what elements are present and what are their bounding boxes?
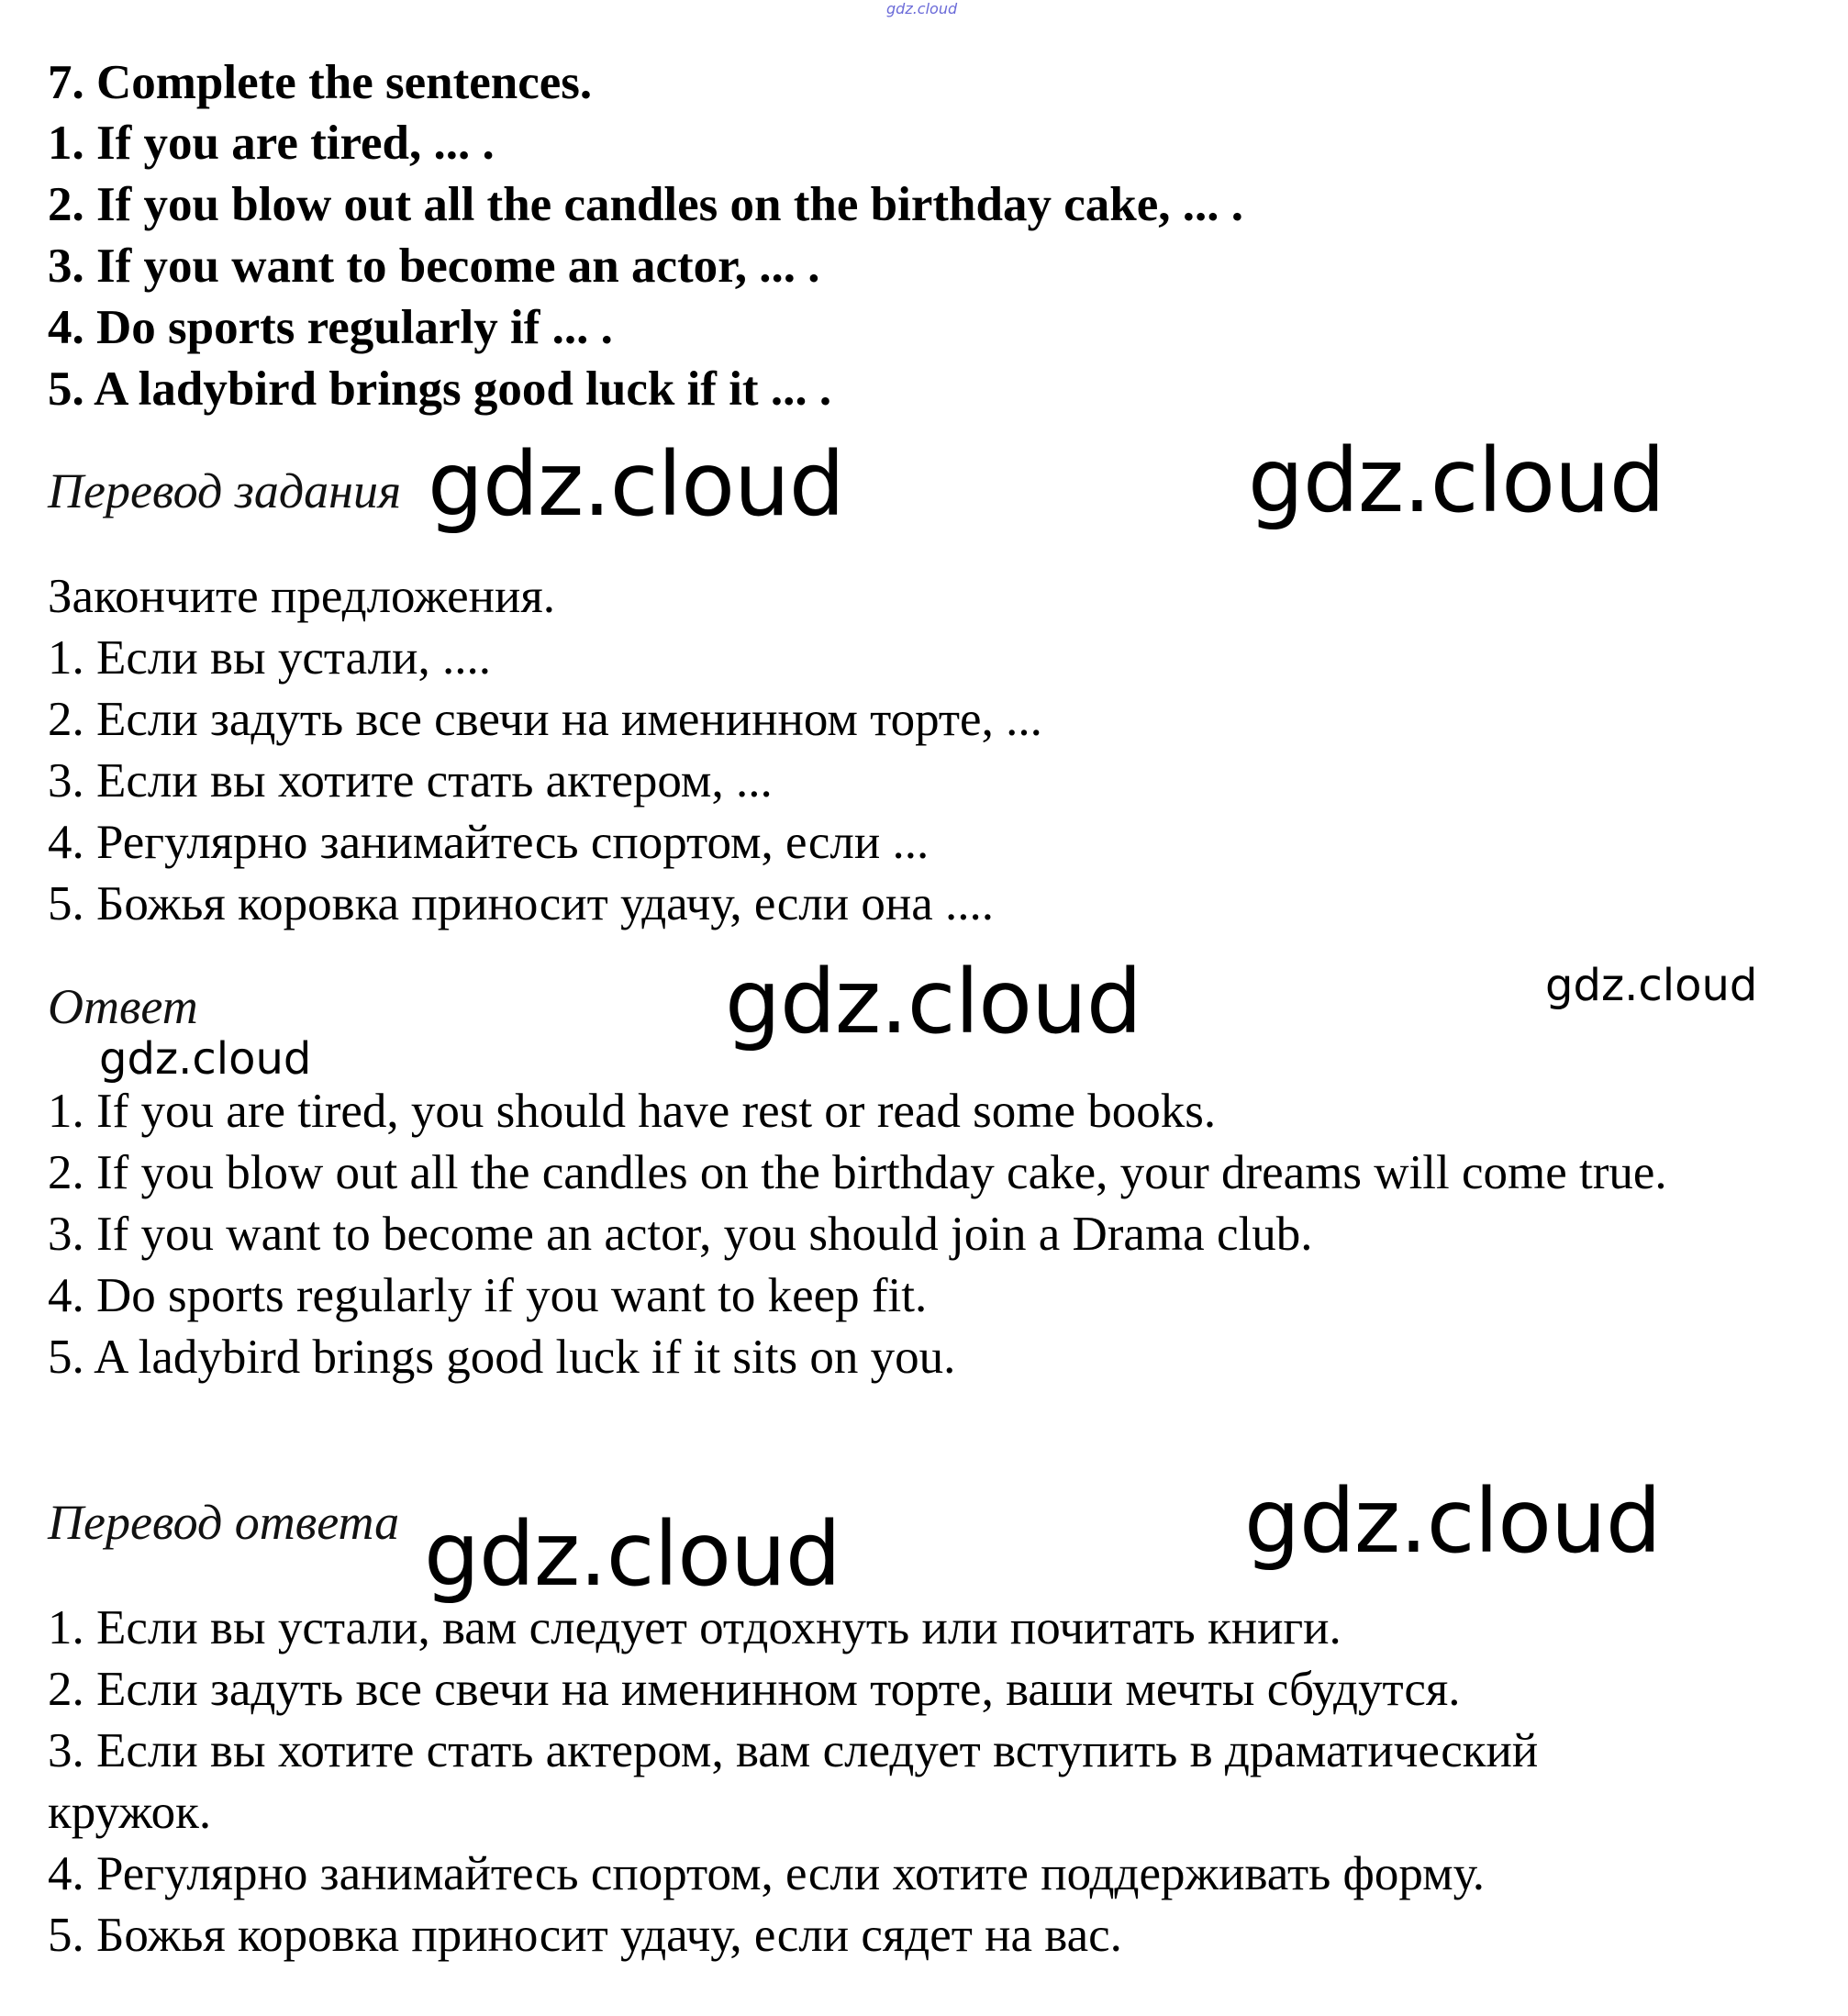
watermark-2: gdz.cloud [1248,429,1664,532]
watermark-top: gdz.cloud [886,0,958,17]
task-item-2: 2. If you blow out all the candles on the birthday cake, ... . [48,178,1244,231]
answer-translation-heading: Перевод ответа [48,1495,400,1550]
task-translation-heading: Перевод задания [48,463,402,518]
answer-heading: Ответ [48,979,198,1034]
watermark-1: gdz.cloud [428,433,844,536]
watermark-3: gdz.cloud [725,951,1141,1053]
answer-translation-item-3a: 3. Если вы хотите стать актером, вам следует вступить в драматический [48,1724,1539,1777]
answer-item-4: 4. Do sports regularly if you want to keep fit. [48,1269,928,1322]
task-item-4: 4. Do sports regularly if ... . [48,301,613,354]
answer-item-2: 2. If you blow out all the candles on the birthday cake, your dreams will come true. [48,1146,1667,1199]
answer-item-5: 5. A ladybird brings good luck if it sits on you. [48,1331,956,1384]
task-translation-item-1: 1. Если вы устали, .... [48,631,491,685]
answer-translation-item-3b: кружок. [48,1786,212,1839]
watermark-7: gdz.cloud [1244,1470,1661,1573]
task-item-3: 3. If you want to become an actor, ... . [48,239,820,293]
answer-translation-item-1: 1. Если вы устали, вам следует отдохнуть или почитать книги. [48,1601,1341,1654]
task-item-5: 5. A ladybird brings good luck if it ... . [48,362,832,416]
task-translation-item-2: 2. Если задуть все свечи на именинном торте, ... [48,693,1042,746]
watermark-5: gdz.cloud [99,1033,312,1085]
answer-translation-item-5: 5. Божья коровка приносит удачу, если сядет на вас. [48,1909,1122,1962]
answer-item-3: 3. If you want to become an actor, you should join a Drama club. [48,1208,1313,1261]
answer-translation-item-2: 2. Если задуть все свечи на именинном торте, ваши мечты сбудутся. [48,1663,1461,1716]
task-translation-title: Закончите предложения. [48,570,556,623]
task-translation-item-4: 4. Регулярно занимайтесь спортом, если ... [48,816,930,869]
watermark-6: gdz.cloud [424,1503,841,1606]
task-title: 7. Complete the sentences. [48,56,593,109]
answer-item-1: 1. If you are tired, you should have rest or read some books. [48,1085,1217,1138]
task-translation-item-3: 3. Если вы хотите стать актером, ... [48,754,773,808]
answer-translation-item-4: 4. Регулярно занимайтесь спортом, если хотите поддерживать форму. [48,1847,1486,1900]
task-translation-item-5: 5. Божья коровка приносит удачу, если она .... [48,877,994,930]
watermark-4: gdz.cloud [1545,960,1758,1011]
task-item-1: 1. If you are tired, ... . [48,117,495,170]
